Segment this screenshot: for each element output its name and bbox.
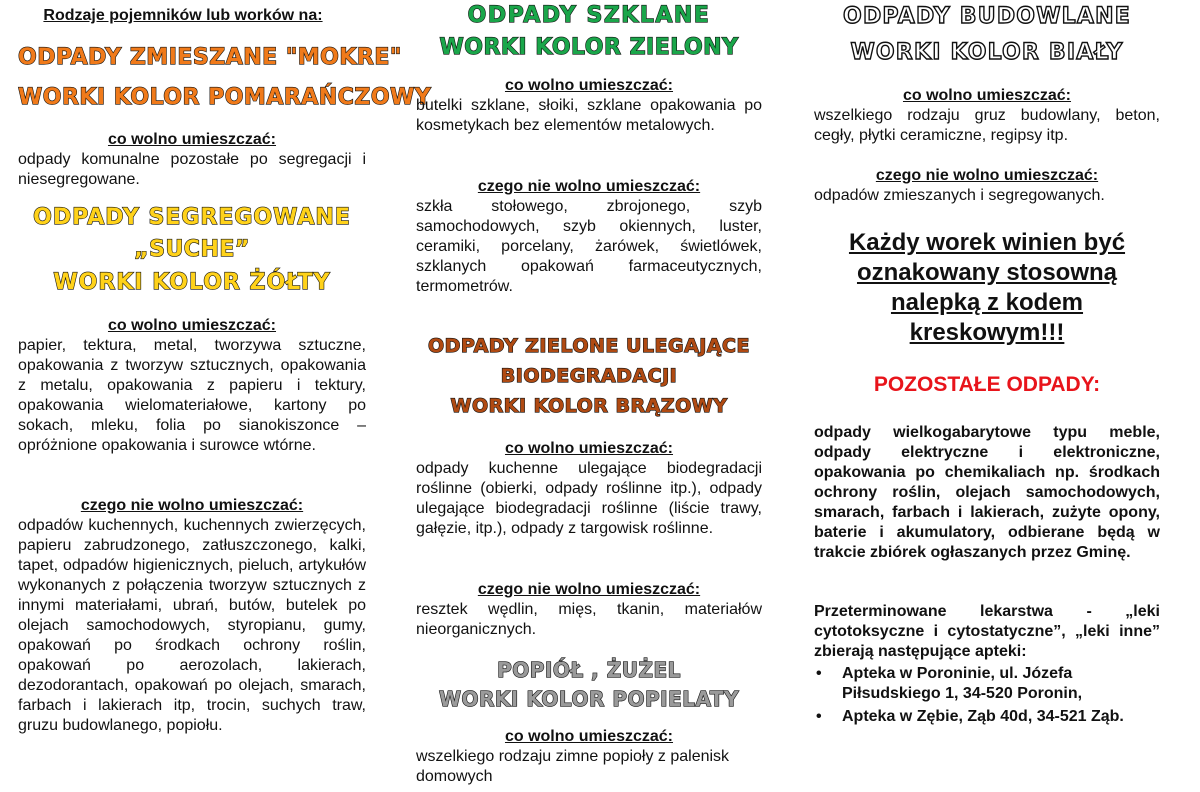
construction-title-line2: WORKI KOLOR BIAŁY <box>850 40 1124 65</box>
mixed-title-line2: WORKI KOLOR POMARAŃCZOWY <box>18 85 432 110</box>
green-forbidden-text: resztek wędlin, mięs, tkanin, materiałów nieorganicznych. <box>416 601 762 638</box>
construction-allowed-text: wszelkiego rodzaju gruz budowlany, beton, cegły, płytki ceramiczne, regipsy itp. <box>814 107 1160 144</box>
mixed-title-line1: ODPADY ZMIESZANE "MOKRE" <box>18 45 402 70</box>
glass-title-line2: WORKI KOLOR ZIELONY <box>439 35 739 60</box>
segregated-allowed-header: co wolno umieszczać: <box>107 317 277 334</box>
green-title-line1: ODPADY ZIELONE ULEGAJĄCE <box>428 335 750 357</box>
other-waste-text: odpady wielkogabarytowe typu meble, odpady elektryczne i elektroniczne, opakowania po chemikaliach np. środkach ochrony roślin, olejach samochodowych, smarach, farbach i lakierach, zużyte opony, baterie i akumulatory, odbierane będą w trakcie zbiórek ogłaszanych przez Gminę. <box>814 424 1160 561</box>
green-title-line2: BIODEGRADACJI <box>500 365 678 387</box>
glass-forbidden-text: szkła stołowego, zbrojonego, szyb samochodowych, szyb okiennych, luster, ceramiki, porcelany, żarówek, świetlówek, szklanych opakowań farmaceutycznych, termometrów. <box>416 198 762 295</box>
mixed-allowed-text: odpady komunalne pozostałe po segregacji i niesegregowane. <box>18 151 366 188</box>
segregated-title-line1: ODPADY SEGREGOWANE <box>33 205 351 230</box>
barcode-notice: Każdy worek winien być oznakowany stosowną nalepką z kodem kreskowym!!! <box>848 229 1126 346</box>
green-title-line3: WORKI KOLOR BRĄZOWY <box>450 395 728 417</box>
medicine-text: Przeterminowane lekarstwa - „leki cytotoksyczne i cytostatyczne”, „leki inne” zbierają następujące apteki: <box>814 603 1160 660</box>
glass-allowed-text: butelki szklane, słoiki, szklane opakowania po kosmetykach bez elementów metalowych. <box>416 97 762 134</box>
segregated-forbidden-header: czego nie wolno umieszczać: <box>80 497 304 514</box>
bullet-icon: • <box>816 708 822 725</box>
construction-forbidden-header: czego nie wolno umieszczać: <box>875 167 1099 184</box>
ash-allowed-header: co wolno umieszczać: <box>504 728 674 745</box>
green-allowed-text: odpady kuchenne ulegające biodegradacji roślinne (obierki, odpady roślinne itp.), odpady ulegające biodegradacji roślinne (liście trawy, gałęzie, itp.), odpady z targowisk roślinne. <box>416 460 762 537</box>
pharmacy-list <box>814 664 1160 727</box>
ash-allowed-text: wszelkiego rodzaju zimne popioły z palenisk domowych <box>416 748 730 785</box>
other-waste-title: POZOSTAŁE ODPADY: <box>873 373 1101 396</box>
segregated-title-line2: „SUCHE” <box>134 237 250 262</box>
pharmacy-item <box>814 664 1160 704</box>
segregated-allowed-text: papier, tektura, metal, tworzywa sztuczne, opakowania z tworzyw sztucznych, opakowania z metalu, opakowania z papieru i tektury, opakowania wielomateriałowe, kartony po sokach, mleku, folia po sianokiszonce – opróżnione opakowania i surowce wtórne. <box>18 337 366 454</box>
pharmacy-item <box>814 707 1160 727</box>
glass-title-line1: ODPADY SZKLANE <box>467 3 711 28</box>
segregated-forbidden-text: odpadów kuchennych, kuchennych zwierzęcych, papieru zabrudzonego, zatłuszczonego, kalki, tapet, odpadów higienicznych, pieluch, artykułów wykonanych z połączenia tworzyw sztucznych z innymi materiałami, ubrań, butów, butelek po olejach samochodowych, styropianu, gumy, opakowań po środkach ochrony roślin, opakowań po aerozolach, lakierach, dezodorantach, opakowań po olejach, smarach, farbach i lakierach itp, trocin, suchych traw, gruzu budowlanego, popiołu. <box>18 517 366 734</box>
glass-forbidden-header: czego nie wolno umieszczać: <box>477 178 701 195</box>
ash-title-line2: WORKI KOLOR POPIELATY <box>438 687 740 711</box>
mixed-allowed-header: co wolno umieszczać: <box>107 131 277 148</box>
green-allowed-header: co wolno umieszczać: <box>504 440 674 457</box>
glass-allowed-header: co wolno umieszczać: <box>504 77 674 94</box>
construction-allowed-header: co wolno umieszczać: <box>902 87 1072 104</box>
bullet-icon: • <box>816 665 822 682</box>
ash-title-line1: POPIÓŁ , ŻUŻEL <box>497 658 681 682</box>
segregated-title-line3: WORKI KOLOR ŻÓŁTY <box>53 270 331 295</box>
pharmacy-item-text: Apteka w Zębie, Ząb 40d, 34-521 Ząb. <box>842 708 1124 725</box>
construction-forbidden-text: odpadów zmieszanych i segregowanych. <box>814 187 1105 204</box>
green-forbidden-header: czego nie wolno umieszczać: <box>477 581 701 598</box>
intro-heading: Rodzaje pojemników lub worków na: <box>43 7 323 24</box>
construction-title-line1: ODPADY BUDOWLANE <box>843 4 1131 29</box>
pharmacy-item-text: Apteka w Poroninie, ul. Józefa Piłsudskiego 1, 34-520 Poronin, <box>842 665 1083 702</box>
